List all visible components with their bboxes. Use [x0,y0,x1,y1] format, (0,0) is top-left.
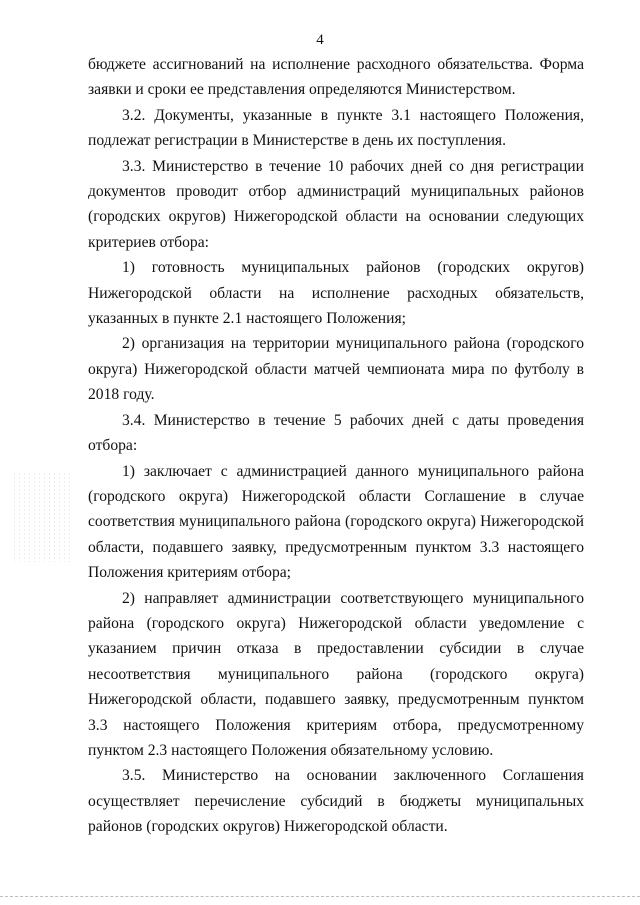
paragraph-budget-continuation: бюджете ассигнований на исполнение расходного обязательства. Форма заявки и сроки ее представления определяются Министерством. [88,56,584,99]
paragraph-3-3-criterion-2: 2) организация на территории муниципального района (городского округа) Нижегородской области матчей чемпионата мира по футболу в 2018 году. [88,335,584,404]
page-number: 4 [316,32,324,48]
page-edge-line [0,896,640,897]
document-body [88,52,584,840]
scan-noise [12,472,72,562]
paragraph-3-5: 3.5. Министерство на основании заключенного Соглашения осуществляет перечисление субсидий в бюджеты муниципальных районов (городских округов) Нижегородской области. [88,767,584,836]
paragraph-3-3-criterion-1: 1) готовность муниципальных районов (городских округов) Нижегородской области на исполнение расходных обязательств, указанных в пункте 2.1 настоящего Положения; [88,259,584,328]
paragraph-3-2: 3.2. Документы, указанные в пункте 3.1 настоящего Положения, подлежат регистрации в Министерстве в день их поступления. [88,106,584,150]
paragraph-3-3: 3.3. Министерство в течение 10 рабочих дней со дня регистрации документов проводит отбор администраций муниципальных районов (городских округов) Нижегородской области на основании следующих критериев отбора: [88,157,584,251]
paragraph-3-4: 3.4. Министерство в течение 5 рабочих дней с даты проведения отбора: [88,411,584,455]
paragraph-3-4-item-2: 2) направляет администрации соответствующего муниципального района (городского округа) Нижегородской области уведомление с указанием причин отказа в предоставлении субсидии в случае несоответствия муниципального района (городского округа) Нижегородской области, подавшего заявку, предусмотренным пунктом 3.3 настоящего Положения критериям отбора, предусмотренному пунктом 2.3 настоящего Положения обязательному условию. [88,589,584,759]
paragraph-3-4-item-1: 1) заключает с администрацией данного муниципального района (городского округа) Нижегородской области Соглашение в случае соответствия муниципального района (городского округа) Нижегородской области, подавшего заявку, предусмотренным пунктом 3.3 настоящего Положения критериям отбора; [88,462,584,582]
